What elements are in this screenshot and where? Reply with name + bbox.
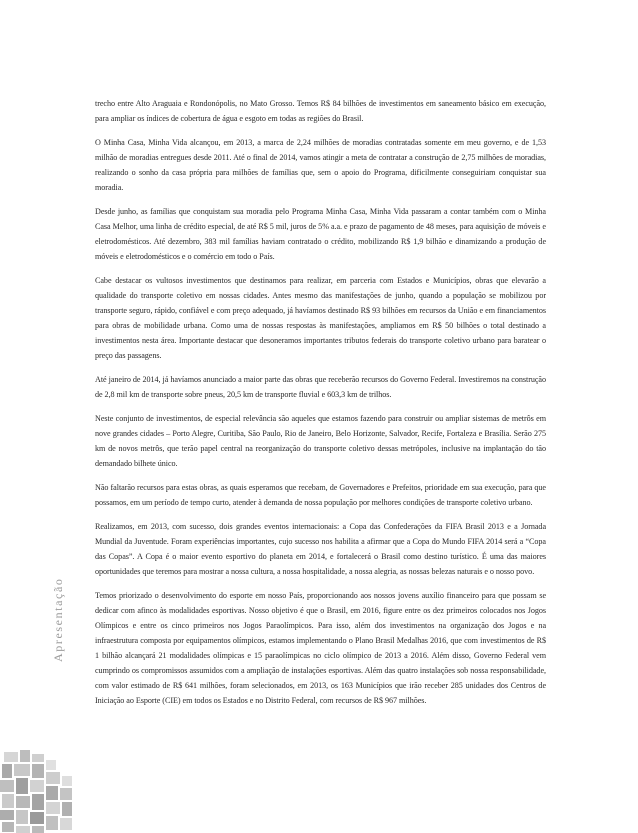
paragraph: Cabe destacar os vultosos investimentos que destinamos para realizar, em parceria com Estados e Municípios, obras que elevarão a qualidade do transporte coletivo em nossas cidades. Antes mesmo das manifestações de junho, quando a população se mobilizou por transporte seguro, rápido, confiável e com preço adequado, já havíamos destinado R$ 93 bilhões em recursos da União e em financiamentos para obras de mobilidade urbana. Como uma de nossas respostas às manifestações, ampliamos em R$ 50 bilhões o total destinado a investimentos nesta área. Importante destacar que desoneramos importantes tributos federais do transporte coletivo urbano para baratear o preço das passagens. <box>95 276 546 360</box>
paragraph: O Minha Casa, Minha Vida alcançou, em 2013, a marca de 2,24 milhões de moradias contratadas somente em meu governo, e de 1,53 milhão de moradias entregues desde 2011. Até o final de 2014, vamos atingir a meta de contratar a construção de 2,75 milhões de moradias, realizando o sonho da casa própria para milhões de famílias que, sem o apoio do Programa, dificilmente conseguiriam conquistar sua moradia. <box>95 138 546 192</box>
paragraph: Neste conjunto de investimentos, de especial relevância são aqueles que estamos fazendo para construir ou ampliar sistemas de metrôs em nove grandes cidades – Porto Alegre, Curitiba, São Paulo, Rio de Janeiro, Belo Horizonte, Salvador, Recife, Fortaleza e Brasília. Serão 275 km de novos metrôs, que terão papel central na reorganização do transporte coletivo dessas metrópoles, inclusive na implantação do tão demandado bilhete único. <box>95 414 546 468</box>
paragraph: Até janeiro de 2014, já havíamos anunciado a maior parte das obras que receberão recursos do Governo Federal. Investiremos na construção de 2,8 mil km de transporte sobre pneus, 20,5 km de transporte fluvial e 603,3 km de trilhos. <box>95 375 546 399</box>
paragraph: Desde junho, as famílias que conquistam sua moradia pelo Programa Minha Casa, Minha Vida passaram a contar também com o Minha Casa Melhor, uma linha de crédito especial, de até R$ 5 mil, juros de 5% a.a. e prazo de pagamento de 48 meses, para aquisição de móveis e eletrodomésticos. Até dezembro, 383 mil famílias haviam contratado o crédito, mobilizando R$ 1,9 bilhão e dinamizando a produção de móveis e eletrodomésticos e o comércio em todo o País. <box>95 207 546 261</box>
paragraph: Temos priorizado o desenvolvimento do esporte em nosso País, proporcionando aos nossos jovens auxílio financeiro para que possam se dedicar com afinco às modalidades esportivas. Nosso objetivo é que o Brasil, em 2016, figure entre os dez primeiros colocados nos Jogos Olímpicos e entre os cinco primeiros nos Jogos Paraolímpicos. Para isso, além dos investimentos na organização dos Jogos e na infraestrutura composta por equipamentos olímpicos, estamos implementando o Plano Brasil Medalhas 2016, que com investimentos de R$ 1 bilhão alcançará 21 modalidades olímpicas e 15 paraolímpicas no ciclo olímpico de 2013 a 2016. Além disso, Governo Federal vem cumprindo os compromissos assumidos com a ampliação de instalações esportivas. Além das quatro instalações sob nossa responsabilidade, com valor estimado de R$ 641 milhões, foram selecionados, em 2013, os 163 Municípios que irão receber 285 unidades dos Centros de Iniciação ao Esporte (CIE) em todos os Estados e no Distrito Federal, com recursos de R$ 967 milhões. <box>95 591 546 705</box>
body-text <box>95 96 546 717</box>
paragraph: Realizamos, em 2013, com sucesso, dois grandes eventos internacionais: a Copa das Confederações da FIFA Brasil 2013 e a Jornada Mundial da Juventude. Foram experiências importantes, cujo sucesso nos habilita a afirmar que a Copa do Mundo FIFA 2014 será a “Copa das Copas”. A Copa é o maior evento esportivo do planeta em 2014, e fortalecerá o Brasil como destino turístico. É uma das maiores oportunidades que teremos para mostrar a nossa cultura, a nossa hospitalidade, a nossa alegria, as nossas belezas naturais e o nosso povo. <box>95 522 546 576</box>
paragraph: Não faltarão recursos para estas obras, as quais esperamos que recebam, de Governadores e Prefeitos, prioridade em sua execução, para que possamos, em um período de tempo curto, atender à demanda de nossa população por melhores condições de transporte coletivo urbano. <box>95 483 546 507</box>
paragraph: trecho entre Alto Araguaia e Rondonópolis, no Mato Grosso. Temos R$ 84 bilhões de investimentos em saneamento básico em execução, para ampliar os índices de cobertura de água e esgoto em todas as regiões do Brasil. <box>95 99 546 123</box>
section-label: Apresentação <box>51 577 65 662</box>
decorative-mosaic-image <box>0 748 74 833</box>
